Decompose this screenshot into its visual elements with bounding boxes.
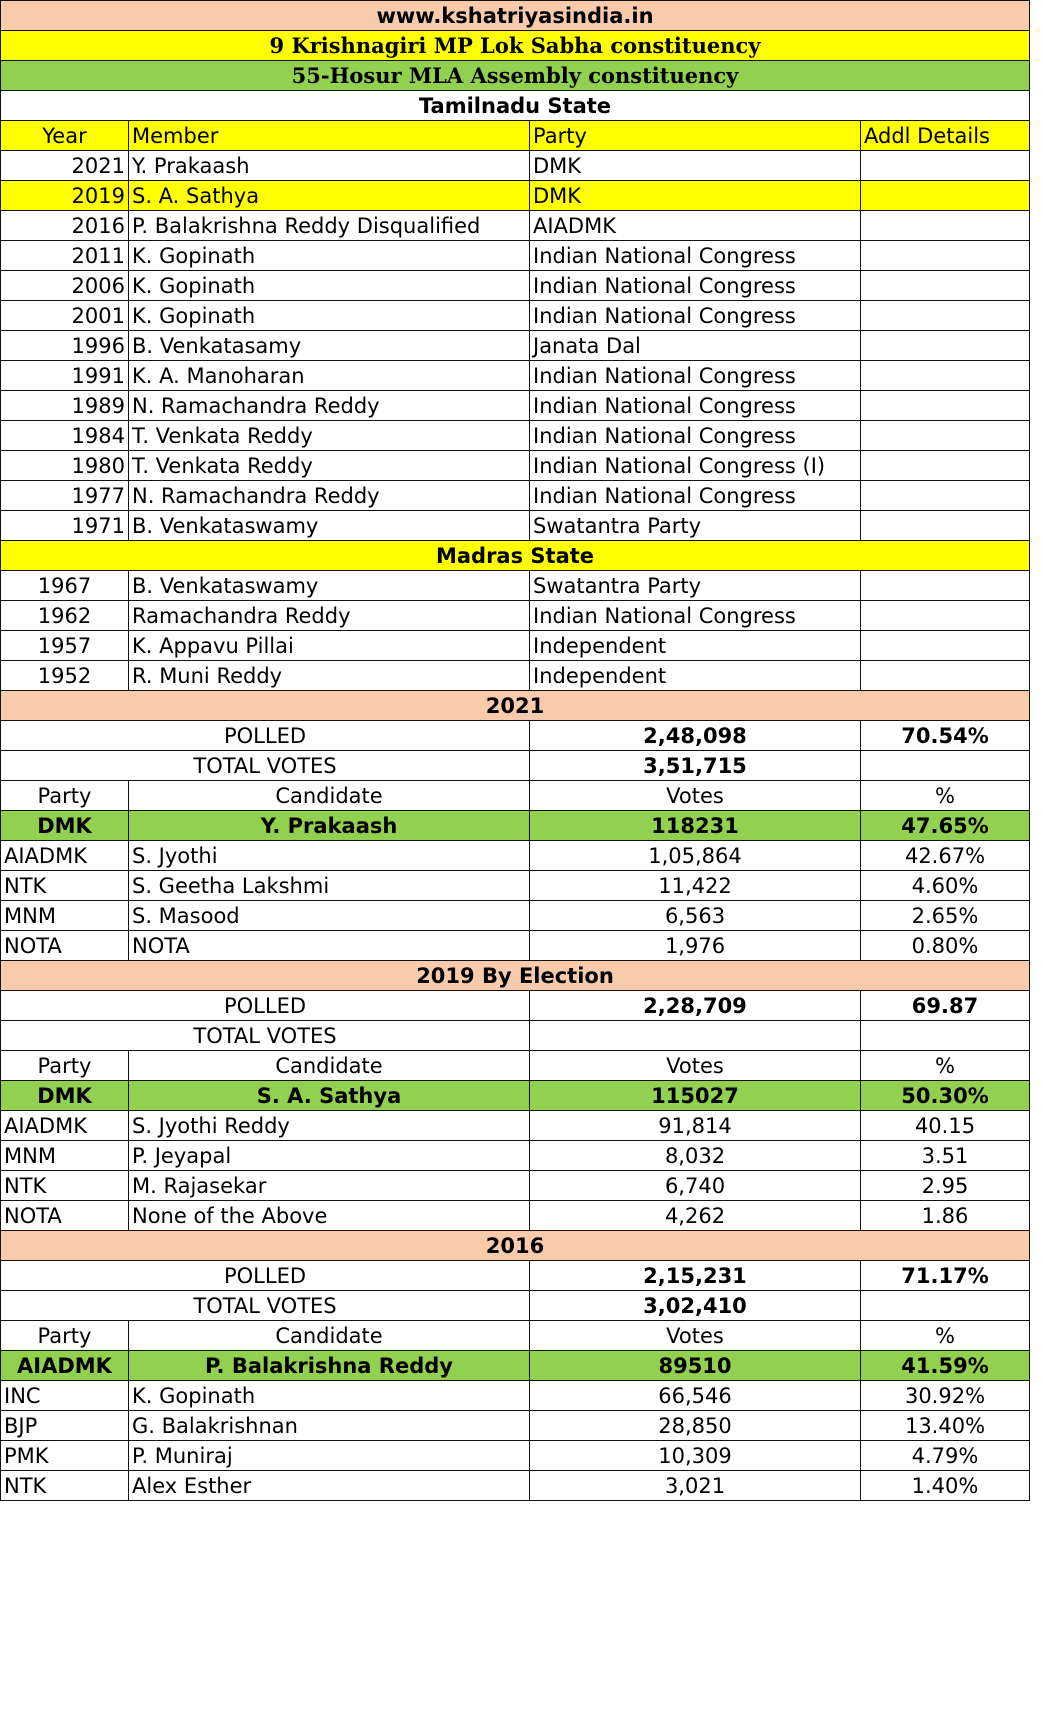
result-votes: 8,032: [530, 1141, 861, 1171]
col-addl-header: Addl Details: [861, 121, 1030, 151]
member-addl-details: [861, 571, 1030, 601]
member-year: 1967: [1, 571, 129, 601]
result-row: [1, 901, 1030, 931]
member-addl-details: [861, 301, 1030, 331]
member-addl-details: [861, 451, 1030, 481]
winner-candidate: P. Balakrishna Reddy: [129, 1351, 530, 1381]
member-row: [1, 181, 1030, 211]
result-votes: 91,814: [530, 1111, 861, 1141]
madras-member-row: [1, 601, 1030, 631]
member-row: [1, 511, 1030, 541]
polled-percent: 70.54%: [861, 721, 1030, 751]
result-row: [1, 871, 1030, 901]
member-name: K. A. Manoharan: [129, 361, 530, 391]
member-row: [1, 421, 1030, 451]
winner-row: [1, 1081, 1030, 1111]
total-votes-value: 3,51,715: [530, 751, 861, 781]
result-candidate: K. Gopinath: [129, 1381, 530, 1411]
member-year: 2006: [1, 271, 129, 301]
votes-header: Votes: [530, 1051, 861, 1081]
winner-party: DMK: [1, 811, 129, 841]
winner-votes: 89510: [530, 1351, 861, 1381]
polled-label: POLLED: [1, 721, 530, 751]
winner-votes: 115027: [530, 1081, 861, 1111]
member-party: Indian National Congress: [530, 361, 861, 391]
total-votes-label: TOTAL VOTES: [1, 751, 530, 781]
result-row: [1, 841, 1030, 871]
polled-label: POLLED: [1, 991, 530, 1021]
member-party: Indian National Congress (I): [530, 451, 861, 481]
result-votes: 6,740: [530, 1171, 861, 1201]
party-header: Party: [1, 1321, 129, 1351]
result-votes: 1,976: [530, 931, 861, 961]
member-party: Indian National Congress: [530, 391, 861, 421]
result-header-row: [1, 1051, 1030, 1081]
member-name: B. Venkatasamy: [129, 331, 530, 361]
member-row: [1, 151, 1030, 181]
member-name: R. Muni Reddy: [129, 661, 530, 691]
result-votes: 1,05,864: [530, 841, 861, 871]
member-addl-details: [861, 361, 1030, 391]
col-party-header: Party: [530, 121, 861, 151]
member-name: K. Appavu Pillai: [129, 631, 530, 661]
member-party: DMK: [530, 181, 861, 211]
result-row: [1, 1201, 1030, 1231]
party-header: Party: [1, 1051, 129, 1081]
member-party: Independent: [530, 661, 861, 691]
polled-row: [1, 721, 1030, 751]
result-party: NTK: [1, 1171, 129, 1201]
result-percent: 1.40%: [861, 1471, 1030, 1501]
result-party: MNM: [1, 1141, 129, 1171]
col-member-header: Member: [129, 121, 530, 151]
result-votes: 66,546: [530, 1381, 861, 1411]
winner-percent: 47.65%: [861, 811, 1030, 841]
result-candidate: G. Balakrishnan: [129, 1411, 530, 1441]
result-header-row: [1, 1321, 1030, 1351]
member-party: Indian National Congress: [530, 301, 861, 331]
election-title-row: [1, 961, 1030, 991]
polled-row: [1, 991, 1030, 1021]
member-party: Swatantra Party: [530, 511, 861, 541]
members-header-row: [1, 121, 1030, 151]
member-year: 1957: [1, 631, 129, 661]
result-candidate: NOTA: [129, 931, 530, 961]
member-addl-details: [861, 631, 1030, 661]
total-votes-row: [1, 1291, 1030, 1321]
winner-party: DMK: [1, 1081, 129, 1111]
election-title: 2016: [1, 1231, 1030, 1261]
madras-member-row: [1, 661, 1030, 691]
member-year: 1977: [1, 481, 129, 511]
total-votes-value: [530, 1021, 861, 1051]
member-name: T. Venkata Reddy: [129, 421, 530, 451]
candidate-header: Candidate: [129, 781, 530, 811]
candidate-header: Candidate: [129, 1321, 530, 1351]
winner-row: [1, 1351, 1030, 1381]
member-name: Ramachandra Reddy: [129, 601, 530, 631]
result-candidate: S. Geetha Lakshmi: [129, 871, 530, 901]
member-row: [1, 211, 1030, 241]
polled-value: 2,48,098: [530, 721, 861, 751]
result-row: [1, 1471, 1030, 1501]
result-percent: 4.79%: [861, 1441, 1030, 1471]
member-year: 1962: [1, 601, 129, 631]
member-addl-details: [861, 601, 1030, 631]
state-title: Tamilnadu State: [1, 91, 1030, 121]
member-name: Y. Prakaash: [129, 151, 530, 181]
member-addl-details: [861, 271, 1030, 301]
member-year: 1980: [1, 451, 129, 481]
member-addl-details: [861, 211, 1030, 241]
result-votes: 10,309: [530, 1441, 861, 1471]
winner-row: [1, 811, 1030, 841]
member-year: 2021: [1, 151, 129, 181]
result-votes: 28,850: [530, 1411, 861, 1441]
madras-state-row: [1, 541, 1030, 571]
candidate-header: Candidate: [129, 1051, 530, 1081]
result-candidate: P. Jeyapal: [129, 1141, 530, 1171]
member-year: 2019: [1, 181, 129, 211]
member-name: B. Venkataswamy: [129, 571, 530, 601]
winner-votes: 118231: [530, 811, 861, 841]
col-year-header: Year: [1, 121, 129, 151]
member-year: 2011: [1, 241, 129, 271]
member-row: [1, 361, 1030, 391]
member-party: DMK: [530, 151, 861, 181]
winner-candidate: Y. Prakaash: [129, 811, 530, 841]
polled-row: [1, 1261, 1030, 1291]
result-votes: 4,262: [530, 1201, 861, 1231]
member-addl-details: [861, 241, 1030, 271]
result-candidate: P. Muniraj: [129, 1441, 530, 1471]
member-row: [1, 241, 1030, 271]
member-row: [1, 301, 1030, 331]
member-year: 1996: [1, 331, 129, 361]
result-party: MNM: [1, 901, 129, 931]
result-percent: 13.40%: [861, 1411, 1030, 1441]
winner-candidate: S. A. Sathya: [129, 1081, 530, 1111]
election-title: 2019 By Election: [1, 961, 1030, 991]
result-row: [1, 1441, 1030, 1471]
member-name: K. Gopinath: [129, 271, 530, 301]
member-year: 1991: [1, 361, 129, 391]
total-votes-value: 3,02,410: [530, 1291, 861, 1321]
result-percent: 1.86: [861, 1201, 1030, 1231]
member-row: [1, 481, 1030, 511]
winner-party: AIADMK: [1, 1351, 129, 1381]
member-party: Indian National Congress: [530, 241, 861, 271]
member-party: Indian National Congress: [530, 421, 861, 451]
result-party: AIADMK: [1, 841, 129, 871]
polled-percent: 71.17%: [861, 1261, 1030, 1291]
result-party: NOTA: [1, 931, 129, 961]
total-votes-empty: [861, 1021, 1030, 1051]
party-header: Party: [1, 781, 129, 811]
member-party: Swatantra Party: [530, 571, 861, 601]
member-addl-details: [861, 511, 1030, 541]
polled-label: POLLED: [1, 1261, 530, 1291]
result-percent: 4.60%: [861, 871, 1030, 901]
member-name: B. Venkataswamy: [129, 511, 530, 541]
member-party: Independent: [530, 631, 861, 661]
result-percent: 0.80%: [861, 931, 1030, 961]
result-candidate: M. Rajasekar: [129, 1171, 530, 1201]
member-name: P. Balakrishna Reddy Disqualified: [129, 211, 530, 241]
result-header-row: [1, 781, 1030, 811]
result-party: BJP: [1, 1411, 129, 1441]
member-name: N. Ramachandra Reddy: [129, 481, 530, 511]
result-percent: 30.92%: [861, 1381, 1030, 1411]
member-year: 2016: [1, 211, 129, 241]
result-candidate: S. Jyothi Reddy: [129, 1111, 530, 1141]
member-addl-details: [861, 331, 1030, 361]
member-row: [1, 391, 1030, 421]
member-addl-details: [861, 181, 1030, 211]
result-votes: 6,563: [530, 901, 861, 931]
result-percent: 40.15: [861, 1111, 1030, 1141]
site-title: www.kshatriyasindia.in: [1, 1, 1030, 31]
member-name: T. Venkata Reddy: [129, 451, 530, 481]
election-title: 2021: [1, 691, 1030, 721]
winner-percent: 41.59%: [861, 1351, 1030, 1381]
result-percent: 2.95: [861, 1171, 1030, 1201]
member-party: Indian National Congress: [530, 271, 861, 301]
result-percent: 42.67%: [861, 841, 1030, 871]
member-name: K. Gopinath: [129, 301, 530, 331]
result-row: [1, 1141, 1030, 1171]
member-addl-details: [861, 391, 1030, 421]
member-addl-details: [861, 421, 1030, 451]
percent-header: %: [861, 1051, 1030, 1081]
member-year: 1971: [1, 511, 129, 541]
madras-member-row: [1, 631, 1030, 661]
madras-member-row: [1, 571, 1030, 601]
result-row: [1, 1111, 1030, 1141]
result-votes: 3,021: [530, 1471, 861, 1501]
member-party: Indian National Congress: [530, 481, 861, 511]
votes-header: Votes: [530, 781, 861, 811]
member-party: AIADMK: [530, 211, 861, 241]
member-name: N. Ramachandra Reddy: [129, 391, 530, 421]
member-year: 1989: [1, 391, 129, 421]
total-votes-empty: [861, 1291, 1030, 1321]
election-title-row: [1, 1231, 1030, 1261]
result-percent: 3.51: [861, 1141, 1030, 1171]
total-votes-empty: [861, 751, 1030, 781]
member-year: 2001: [1, 301, 129, 331]
election-title-row: [1, 691, 1030, 721]
result-party: NTK: [1, 1471, 129, 1501]
percent-header: %: [861, 781, 1030, 811]
percent-header: %: [861, 1321, 1030, 1351]
result-party: PMK: [1, 1441, 129, 1471]
result-row: [1, 1411, 1030, 1441]
member-year: 1984: [1, 421, 129, 451]
member-addl-details: [861, 151, 1030, 181]
result-candidate: S. Jyothi: [129, 841, 530, 871]
polled-value: 2,28,709: [530, 991, 861, 1021]
result-candidate: S. Masood: [129, 901, 530, 931]
madras-state-title: Madras State: [1, 541, 1030, 571]
member-addl-details: [861, 481, 1030, 511]
result-row: [1, 931, 1030, 961]
member-addl-details: [861, 661, 1030, 691]
result-party: NOTA: [1, 1201, 129, 1231]
member-party: Indian National Congress: [530, 601, 861, 631]
result-party: AIADMK: [1, 1111, 129, 1141]
winner-percent: 50.30%: [861, 1081, 1030, 1111]
total-votes-row: [1, 751, 1030, 781]
mla-constituency-title: 55-Hosur MLA Assembly constituency: [1, 61, 1030, 91]
total-votes-label: TOTAL VOTES: [1, 1021, 530, 1051]
member-name: K. Gopinath: [129, 241, 530, 271]
polled-percent: 69.87: [861, 991, 1030, 1021]
result-percent: 2.65%: [861, 901, 1030, 931]
polled-value: 2,15,231: [530, 1261, 861, 1291]
mp-constituency-title: 9 Krishnagiri MP Lok Sabha constituency: [1, 31, 1030, 61]
result-candidate: None of the Above: [129, 1201, 530, 1231]
result-row: [1, 1171, 1030, 1201]
member-year: 1952: [1, 661, 129, 691]
total-votes-label: TOTAL VOTES: [1, 1291, 530, 1321]
result-candidate: Alex Esther: [129, 1471, 530, 1501]
result-party: INC: [1, 1381, 129, 1411]
votes-header: Votes: [530, 1321, 861, 1351]
result-row: [1, 1381, 1030, 1411]
member-party: Janata Dal: [530, 331, 861, 361]
member-name: S. A. Sathya: [129, 181, 530, 211]
member-row: [1, 331, 1030, 361]
result-party: NTK: [1, 871, 129, 901]
result-votes: 11,422: [530, 871, 861, 901]
member-row: [1, 271, 1030, 301]
total-votes-row: [1, 1021, 1030, 1051]
member-row: [1, 451, 1030, 481]
